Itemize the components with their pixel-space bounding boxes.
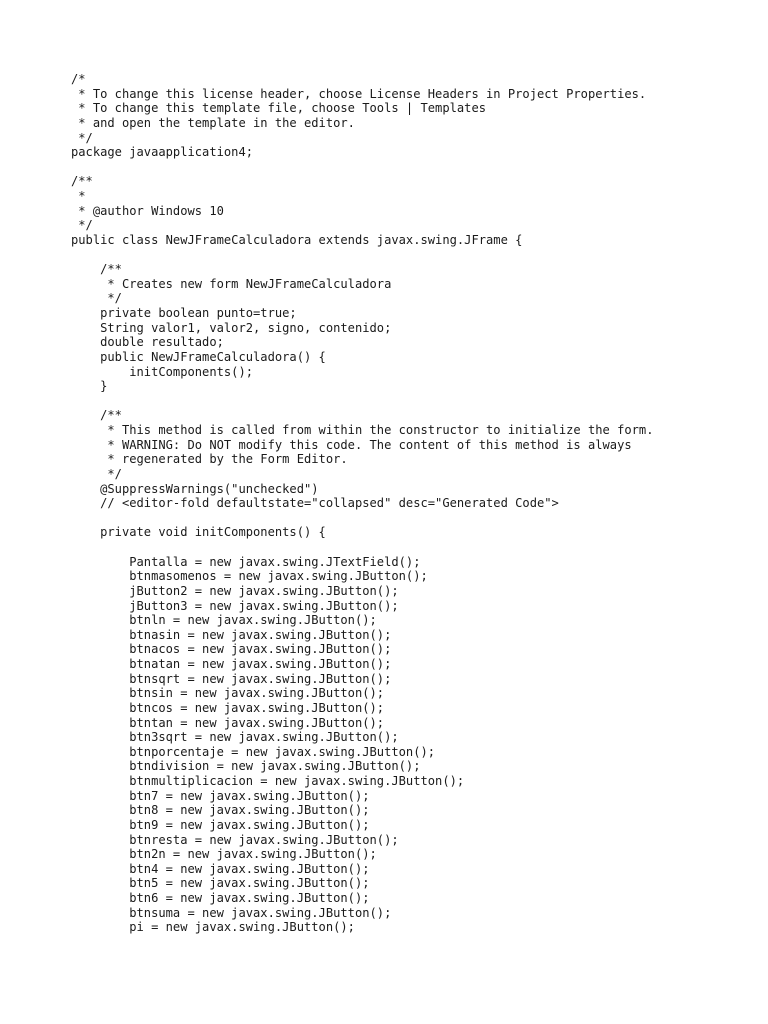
code-line: btn8 = new javax.swing.JButton(); xyxy=(71,803,370,818)
code-line: btndivision = new javax.swing.JButton(); xyxy=(71,759,421,774)
code-line: jButton2 = new javax.swing.JButton(); xyxy=(71,583,399,598)
code-line: public NewJFrameCalculadora() { xyxy=(71,349,326,364)
source-code-block xyxy=(71,72,751,935)
code-line: btnresta = new javax.swing.JButton(); xyxy=(71,832,399,847)
code-line: btnmultiplicacion = new javax.swing.JButton(); xyxy=(71,774,465,788)
code-line xyxy=(71,511,751,526)
code-line xyxy=(71,394,751,409)
code-line: btntan = new javax.swing.JButton(); xyxy=(71,715,385,730)
code-line: btnatan = new javax.swing.JButton(); xyxy=(71,657,392,671)
code-line: btn4 = new javax.swing.JButton(); xyxy=(71,861,370,876)
code-line: public class NewJFrameCalculadora extends javax.swing.JFrame { xyxy=(71,232,523,247)
code-line: btnsin = new javax.swing.JButton(); xyxy=(71,686,385,701)
code-line xyxy=(71,540,751,555)
code-line: * regenerated by the Form Editor. xyxy=(71,452,348,467)
code-line xyxy=(71,248,751,263)
code-line: double resultado; xyxy=(71,335,224,350)
code-line: */ xyxy=(71,291,122,306)
code-line: * To change this license header, choose License Headers in Project Properties. xyxy=(71,86,647,101)
code-line: * To change this template file, choose Tools | Templates xyxy=(71,101,487,116)
code-line: /** xyxy=(71,174,93,189)
code-line: * Creates new form NewJFrameCalculadora xyxy=(71,276,392,291)
code-line: btnsuma = new javax.swing.JButton(); xyxy=(71,905,392,920)
code-line: Pantalla = new javax.swing.JTextField(); xyxy=(71,554,421,569)
code-line: btn9 = new javax.swing.JButton(); xyxy=(71,817,370,832)
code-line: * xyxy=(71,189,86,203)
code-line: pi = new javax.swing.JButton(); xyxy=(71,920,355,935)
code-line: btnporcentaje = new javax.swing.JButton(); xyxy=(71,744,436,759)
code-line: btn5 = new javax.swing.JButton(); xyxy=(71,876,370,891)
code-line: */ xyxy=(71,218,93,233)
code-line: */ xyxy=(71,466,122,481)
code-line: String valor1, valor2, signo, contenido; xyxy=(71,320,392,335)
code-line: btn6 = new javax.swing.JButton(); xyxy=(71,891,370,905)
code-line: * @author Windows 10 xyxy=(71,203,224,218)
code-line: btn2n = new javax.swing.JButton(); xyxy=(71,847,377,862)
code-line: /** xyxy=(71,262,122,277)
code-line: btnsqrt = new javax.swing.JButton(); xyxy=(71,671,392,686)
code-line: /* xyxy=(71,72,86,86)
code-line: btncos = new javax.swing.JButton(); xyxy=(71,700,385,715)
code-line: private boolean punto=true; xyxy=(71,306,297,320)
code-line: jButton3 = new javax.swing.JButton(); xyxy=(71,598,399,613)
code-line: package javaapplication4; xyxy=(71,145,254,160)
code-line: * and open the template in the editor. xyxy=(71,115,355,130)
code-line: // <editor-fold defaultstate="collapsed" desc="Generated Code"> xyxy=(71,496,559,511)
code-line: * WARNING: Do NOT modify this code. The content of this method is always xyxy=(71,437,632,452)
code-line: btnasin = new javax.swing.JButton(); xyxy=(71,627,392,642)
code-line: private void initComponents() { xyxy=(71,525,326,540)
code-line: btnmasomenos = new javax.swing.JButton(); xyxy=(71,569,428,584)
code-line xyxy=(71,160,751,175)
code-line: btn7 = new javax.swing.JButton(); xyxy=(71,788,370,803)
code-line: */ xyxy=(71,130,93,145)
code-line: btnln = new javax.swing.JButton(); xyxy=(71,613,377,628)
code-line: btn3sqrt = new javax.swing.JButton(); xyxy=(71,730,399,745)
code-line: initComponents(); xyxy=(71,364,254,379)
code-line: @SuppressWarnings("unchecked") xyxy=(71,481,319,496)
code-line: btnacos = new javax.swing.JButton(); xyxy=(71,642,392,657)
code-line: * This method is called from within the constructor to initialize the form. xyxy=(71,423,654,437)
code-line: /** xyxy=(71,408,122,423)
code-line: } xyxy=(71,379,108,394)
